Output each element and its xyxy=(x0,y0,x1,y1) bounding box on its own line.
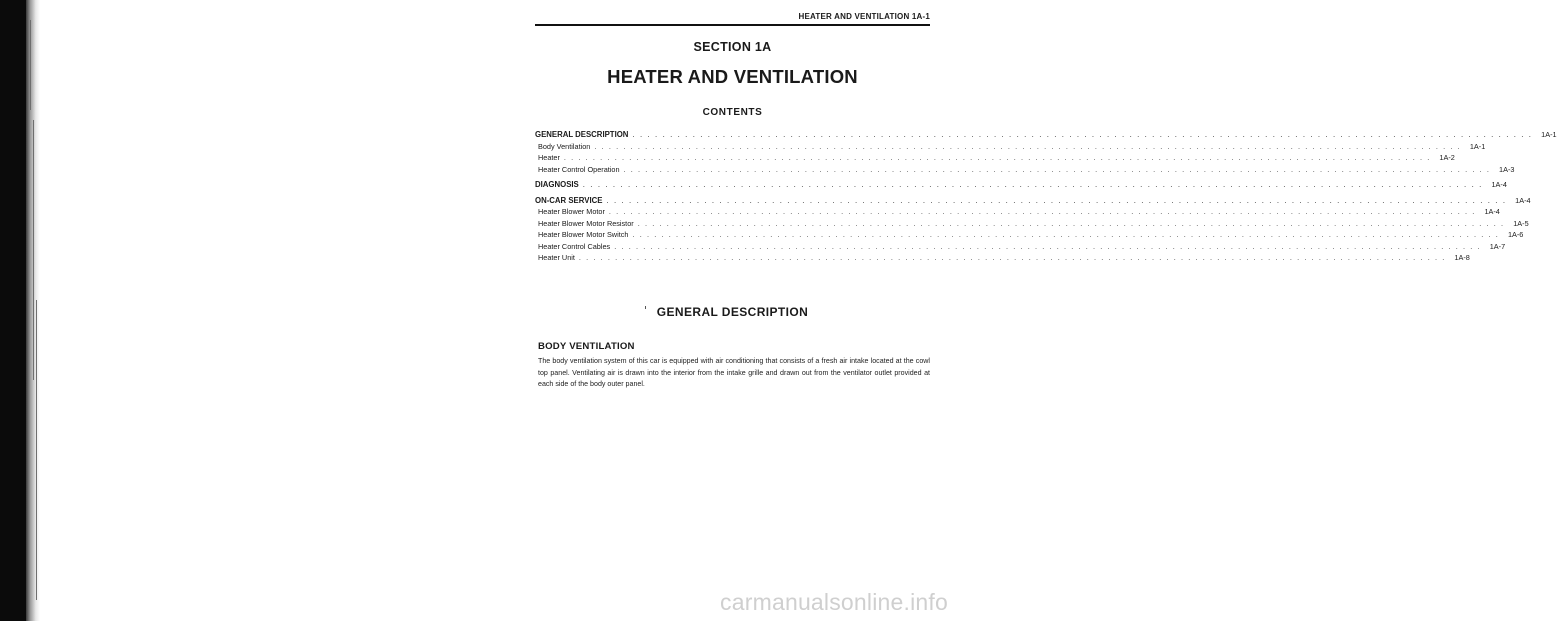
toc-entry xyxy=(535,164,1515,176)
header-rule xyxy=(535,24,930,26)
toc-entry xyxy=(535,218,1529,230)
toc-entry-label: Heater Control Operation xyxy=(538,164,620,174)
contents-heading: CONTENTS xyxy=(702,107,763,118)
toc-entry xyxy=(535,141,1486,153)
toc-entry-label: Heater Unit xyxy=(538,253,575,262)
toc-entry-page: 1A-4 xyxy=(1515,195,1531,205)
watermark: carmanualsonline.info xyxy=(720,589,948,615)
toc-entry xyxy=(535,241,1506,253)
general-description-heading: GENERAL DESCRIPTION xyxy=(656,305,809,319)
toc-entry-label: Body Ventilation xyxy=(538,141,591,151)
running-header: HEATER AND VENTILATION 1A-1 xyxy=(798,12,930,21)
toc-entry-label: Heater Blower Motor xyxy=(538,207,605,216)
toc-dot-leader: . . . . . . . . . . . . . . . . . . . . . . . . . . . . . . . . . . . . . . . . . . . . . . . . . . . . . . . . . . . . . . . . . . . . . . . . . . . . . . . . . . . . . . . . . . . . . . . . . . . . . . . . . . . . . . . . . . . . . . . . xyxy=(608,207,1476,216)
toc-dot-leader: . . . . . . . . . . . . . . . . . . . . . . . . . . . . . . . . . . . . . . . . . . . . . . . . . . . . . . . . . . . . . . . . . . . . . . . . . . . . . . . . . . . . . . . . . . . . . . . . . . . . . . . . . . . . . . . . . . . . . . . . xyxy=(582,180,1483,189)
toc-entry-page: 1A-3 xyxy=(1499,164,1515,174)
toc-entry xyxy=(535,195,1531,207)
toc-entry xyxy=(535,206,1500,218)
toc-entry-page: 1A-1 xyxy=(1469,141,1486,151)
toc-entry xyxy=(535,129,1557,141)
toc-entry-page: 1A-6 xyxy=(1507,230,1524,239)
toc-entry xyxy=(535,152,1455,164)
toc-entry-label: DIAGNOSIS xyxy=(535,180,579,189)
toc-dot-leader: . . . . . . . . . . . . . . . . . . . . . . . . . . . . . . . . . . . . . . . . . . . . . . . . . . . . . . . . . . . . . . . . . . . . . . . . . . . . . . . . . . . . . . . . . . . . . . . . . . . . . . . . . . . . . . . . . . . . . . . . xyxy=(637,218,1505,228)
toc-entry-page: 1A-2 xyxy=(1439,153,1455,162)
page-title: HEATER AND VENTILATION xyxy=(607,66,858,87)
toc-entry-label: Heater xyxy=(538,153,560,162)
section-number: SECTION 1A xyxy=(693,40,772,54)
toc-entry-page: 1A-4 xyxy=(1491,180,1507,189)
toc-dot-leader: . . . . . . . . . . . . . . . . . . . . . . . . . . . . . . . . . . . . . . . . . . . . . . . . . . . . . . . . . . . . . . . . . . . . . . . . . . . . . . . . . . . . . . . . . . . . . . . . . . . . . . . . . . . . . . . . . . . . . . . . xyxy=(623,164,1491,174)
toc-entry-label: Heater Blower Motor Resistor xyxy=(538,218,634,228)
toc-dot-leader: . . . . . . . . . . . . . . . . . . . . . . . . . . . . . . . . . . . . . . . . . . . . . . . . . . . . . . . . . . . . . . . . . . . . . . . . . . . . . . . . . . . . . . . . . . . . . . . . . . . . . . . . . . . . . . . . . . . . . . . . xyxy=(594,141,1462,151)
toc-dot-leader: . . . . . . . . . . . . . . . . . . . . . . . . . . . . . . . . . . . . . . . . . . . . . . . . . . . . . . . . . . . . . . . . . . . . . . . . . . . . . . . . . . . . . . . . . . . . . . . . . . . . . . . . . . . . . . . . . . . . . . . . xyxy=(632,230,1500,239)
toc-entry-page: 1A-1 xyxy=(1541,130,1557,139)
table-of-contents xyxy=(535,129,1557,264)
toc-dot-leader: . . . . . . . . . . . . . . . . . . . . . . . . . . . . . . . . . . . . . . . . . . . . . . . . . . . . . . . . . . . . . . . . . . . . . . . . . . . . . . . . . . . . . . . . . . . . . . . . . . . . . . . . . . . . . . . . . . . . . . . . xyxy=(578,253,1446,262)
toc-entry-label: Heater Control Cables xyxy=(538,241,611,251)
toc-entry xyxy=(535,229,1524,241)
body-ventilation-paragraph: The body ventilation system of this car is equipped with air conditioning that consists of a fresh air intake located at the cowl top panel. Ventilating air is drawn into the interior from the intake grille and drawn out from the ventilator outlet provided at each side of the body outer panel. xyxy=(538,357,930,389)
toc-entry xyxy=(535,179,1507,191)
toc-entry-page: 1A-5 xyxy=(1513,218,1529,228)
body-ventilation-heading: BODY VENTILATION xyxy=(538,341,635,352)
toc-dot-leader: . . . . . . . . . . . . . . . . . . . . . . . . . . . . . . . . . . . . . . . . . . . . . . . . . . . . . . . . . . . . . . . . . . . . . . . . . . . . . . . . . . . . . . . . . . . . . . . . . . . . . . . . . . . . . . . . . . . . . . . . xyxy=(563,153,1431,162)
page-binding-edge xyxy=(0,0,42,621)
toc-entry-label: Heater Blower Motor Switch xyxy=(538,230,629,239)
toc-entry-page: 1A-8 xyxy=(1454,253,1470,262)
toc-entry xyxy=(535,252,1470,264)
toc-entry-page: 1A-7 xyxy=(1489,241,1506,251)
toc-dot-leader: . . . . . . . . . . . . . . . . . . . . . . . . . . . . . . . . . . . . . . . . . . . . . . . . . . . . . . . . . . . . . . . . . . . . . . . . . . . . . . . . . . . . . . . . . . . . . . . . . . . . . . . . . . . . . . . . . . . . . . . . xyxy=(632,130,1533,139)
toc-dot-leader: . . . . . . . . . . . . . . . . . . . . . . . . . . . . . . . . . . . . . . . . . . . . . . . . . . . . . . . . . . . . . . . . . . . . . . . . . . . . . . . . . . . . . . . . . . . . . . . . . . . . . . . . . . . . . . . . . . . . . . . . xyxy=(606,195,1507,205)
toc-entry-label: GENERAL DESCRIPTION xyxy=(535,130,629,139)
toc-entry-label: ON-CAR SERVICE xyxy=(535,195,603,205)
toc-entry-page: 1A-4 xyxy=(1484,207,1500,216)
toc-dot-leader: . . . . . . . . . . . . . . . . . . . . . . . . . . . . . . . . . . . . . . . . . . . . . . . . . . . . . . . . . . . . . . . . . . . . . . . . . . . . . . . . . . . . . . . . . . . . . . . . . . . . . . . . . . . . . . . . . . . . . . . . xyxy=(614,241,1482,251)
